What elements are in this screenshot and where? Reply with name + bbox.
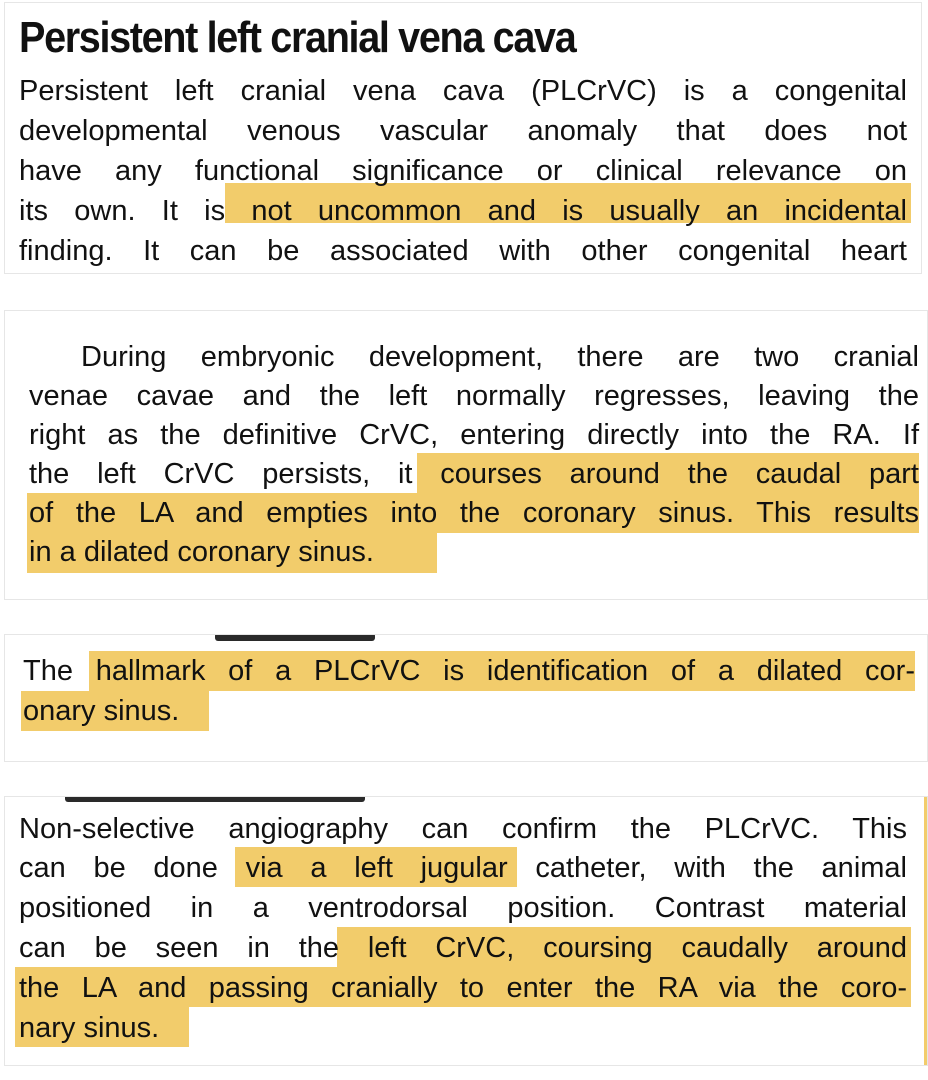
text-line: finding. It can be associated with other congenital heart bbox=[19, 235, 907, 267]
text-line: have any functional significance or clinical relevance on bbox=[19, 155, 907, 187]
cut-off-heading-fragment bbox=[215, 634, 375, 641]
text-line: Persistent left cranial vena cava (PLCrVC) is a congenital bbox=[19, 75, 907, 107]
text-line: the LA and passing cranially to enter the RA via the coro- bbox=[19, 972, 907, 1004]
text-line: Non-selective angiography can confirm the PLCrVC. This bbox=[19, 813, 907, 845]
text-line: developmental venous vascular anomaly that does not bbox=[19, 115, 907, 147]
text-line: During embryonic development, there are two cranial bbox=[81, 341, 919, 373]
text-line: The hallmark of a PLCrVC is identification of a dilated cor- bbox=[23, 655, 915, 687]
cut-off-heading-fragment bbox=[65, 796, 365, 802]
text-line: its own. It is not uncommon and is usually an incidental bbox=[19, 195, 907, 227]
snippet-card-3 bbox=[4, 634, 928, 762]
text-line: in a dilated coronary sinus. bbox=[29, 536, 374, 568]
text-line: onary sinus. bbox=[23, 695, 180, 727]
section-heading: Persistent left cranial vena cava bbox=[19, 13, 576, 62]
text-line: can be seen in the left CrVC, coursing caudally around bbox=[19, 932, 907, 964]
text-line: right as the definitive CrVC, entering directly into the RA. If bbox=[29, 419, 919, 451]
text-line: nary sinus. bbox=[19, 1012, 160, 1044]
text-line: positioned in a ventrodorsal position. Contrast material bbox=[19, 892, 907, 924]
highlight-margin-bar bbox=[924, 797, 927, 1065]
snippet-card-4 bbox=[4, 796, 928, 1066]
text-line: can be done via a left jugular catheter, with the animal bbox=[19, 852, 907, 884]
snippet-card-2 bbox=[4, 310, 928, 600]
snippet-card-1 bbox=[4, 2, 922, 274]
text-line: of the LA and empties into the coronary sinus. This results bbox=[29, 497, 919, 529]
text-line: venae cavae and the left normally regresses, leaving the bbox=[29, 380, 919, 412]
text-line: the left CrVC persists, it courses around the caudal part bbox=[29, 458, 919, 490]
